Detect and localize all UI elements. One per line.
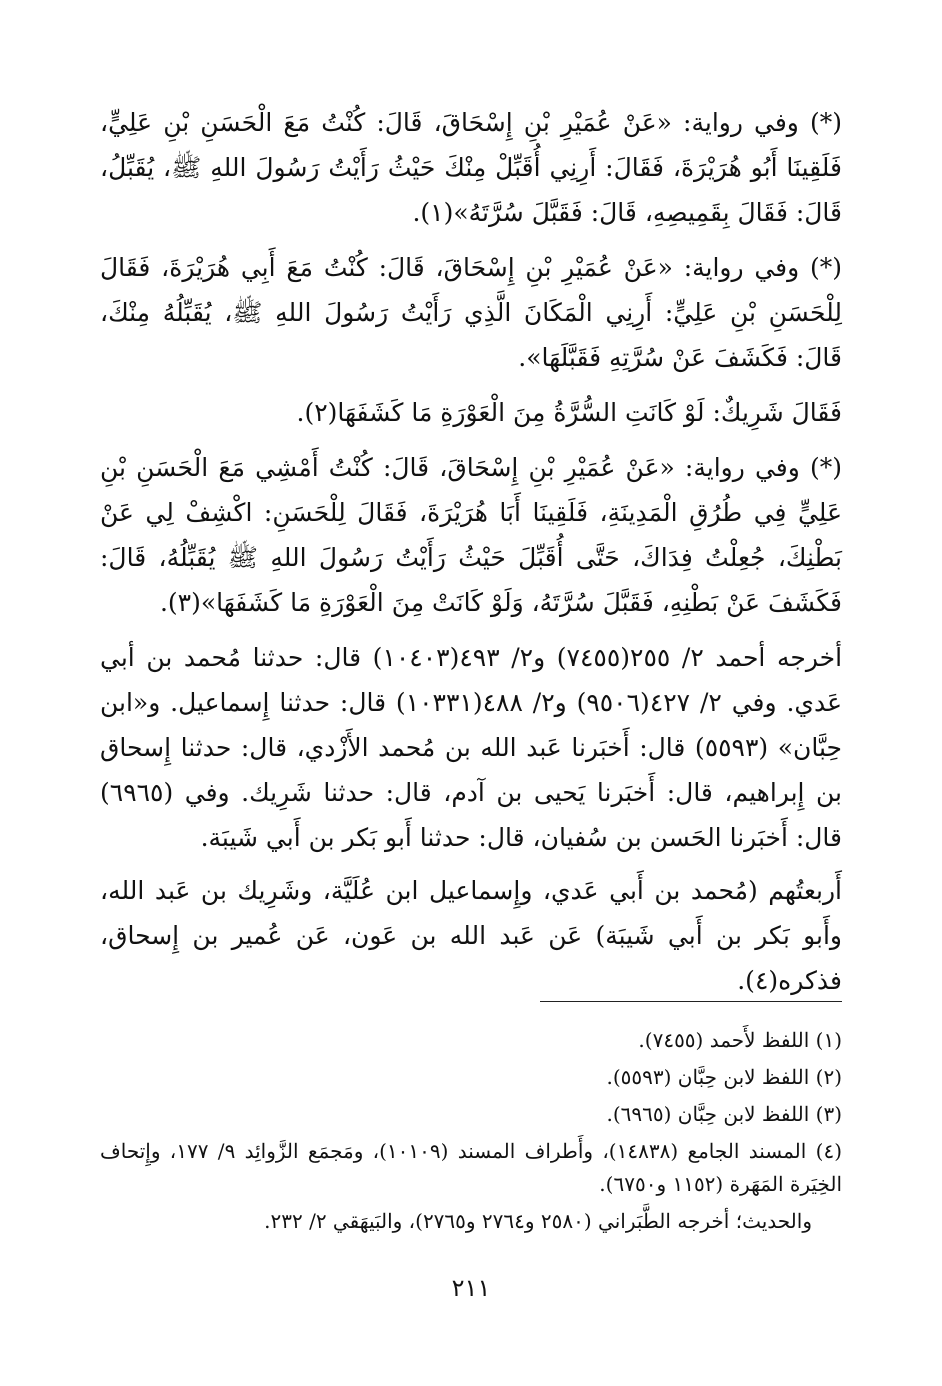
footnote-4-continuation: والحديث؛ أخرجه الطَّبَراني (٢٥٨٠ و٢٧٦٤ و٢٧٦٥)، والبَيهَقي ٢/ ٢٣٢. <box>264 1209 812 1233</box>
narration-paragraph-1: (*) وفي رواية: «عَنْ عُمَيْرِ بْنِ إِسْحَاقَ، قَالَ: كُنْتُ مَعَ الْحَسَنِ بْنِ عَلِيٍّ، فَلَقِينَا أَبُو هُرَيْرَةَ، فَقَالَ: أَرِنِي أُقَبِّلْ مِنْكَ حَيْثُ رَأَيْتُ رَسُولَ اللهِ ﷺ، يُقَبِّلُ، قَالَ: فَقَالَ بِقَمِيصِهِ، قَالَ: فَقَبَّلَ سُرَّتَهُ»(١). <box>100 108 842 227</box>
sharik-comment-paragraph: فَقَالَ شَرِيكٌ: لَوْ كَانَتِ السُّرَّةُ مِنَ الْعَوْرَةِ مَا كَشَفَهَا(٢). <box>296 398 842 427</box>
narration-paragraph-2: (*) وفي رواية: «عَنْ عُمَيْرِ بْنِ إِسْحَاقَ، قَالَ: كُنْتُ مَعَ أَبِي هُرَيْرَةَ، فَقَالَ لِلْحَسَنِ بْنِ عَلِيٍّ: أَرِنِي الْمَكَانَ الَّذِي رَأَيْتُ رَسُولَ اللهِ ﷺ، يُقَبِّلُهُ مِنْكَ، قَالَ: فَكَشَفَ عَنْ سُرَّتِهِ فَقَبَّلَهَا». <box>100 253 842 372</box>
footnote-2: (٢) اللفظ لابن حِبَّان (٥٥٩٣). <box>606 1065 842 1089</box>
page-number: ٢١١ <box>451 1274 491 1302</box>
takhrij-paragraph: أخرجه أحمد ٢/ ٢٥٥(٧٤٥٥) و٢/ ٤٩٣(١٠٤٠٣) قال: حدثنا مُحمد بن أبي عَدي. وفي ٢/ ٤٢٧(٩٥٠٦) و٢/ ٤٨٨(١٠٣٣١) قال: حدثنا إِسماعيل. و«ابن حِبَّان» (٥٥٩٣) قال: أَخبَرنا عَبد الله بن مُحمد الأَزْدي، قال: حدثنا إِسحاق بن إِبراهيم، قال: أَخبَرنا يَحيى بن آدم، قال: حدثنا شَرِيك. وفي (٦٩٦٥) قال: أَخبَرنا الحَسن بن سُفيان، قال: حدثنا أَبو بَكر بن أَبي شَيبَة. <box>100 643 843 852</box>
footnotes-section <box>100 1024 842 1242</box>
footnote-4: (٤) المسند الجامع (١٤٨٣٨)، وأَطراف المسند (١٠١٠٩)، ومَجمَع الزَّوائِد ٩/ ١٧٧، وإِتحاف الخِيَرة المَهَرة (١١٥٢ و٦٧٥٠). <box>100 1139 842 1196</box>
isnad-summary-paragraph: أَربعتُهم (مُحمد بن أَبي عَدي، وإِسماعيل ابن عُلَيَّة، وشَرِيك بن عَبد الله، وأَبو بَكر بن أَبي شَيبَة) عَن عَبد الله بن عَون، عَن عُمير بن إِسحاق، فذكره(٤). <box>100 876 842 995</box>
footnote-1: (١) اللفظ لأَحمد (٧٤٥٥). <box>638 1028 842 1052</box>
footnote-divider <box>540 1001 842 1002</box>
main-text <box>100 100 842 1011</box>
footnote-3: (٣) اللفظ لابن حِبَّان (٦٩٦٥). <box>606 1102 842 1126</box>
narration-paragraph-3: (*) وفي رواية: «عَنْ عُمَيْرِ بْنِ إِسْحَاقَ، قَالَ: كُنْتُ أَمْشِي مَعَ الْحَسَنِ بْنِ عَلِيٍّ فِي طُرُقِ الْمَدِينَةِ، فَلَقِينَا أَبَا هُرَيْرَةَ، فَقَالَ لِلْحَسَنِ: اكْشِفْ لِي عَنْ بَطْنِكَ، جُعِلْتُ فِدَاكَ، حَتَّى أُقَبِّلَ حَيْثُ رَأَيْتُ رَسُولَ اللهِ ﷺ يُقَبِّلُهُ، قَالَ: فَكَشَفَ عَنْ بَطْنِهِ، فَقَبَّلَ سُرَّتَهُ، وَلَوْ كَانَتْ مِنَ الْعَوْرَةِ مَا كَشَفَهَا»(٣). <box>100 453 842 617</box>
